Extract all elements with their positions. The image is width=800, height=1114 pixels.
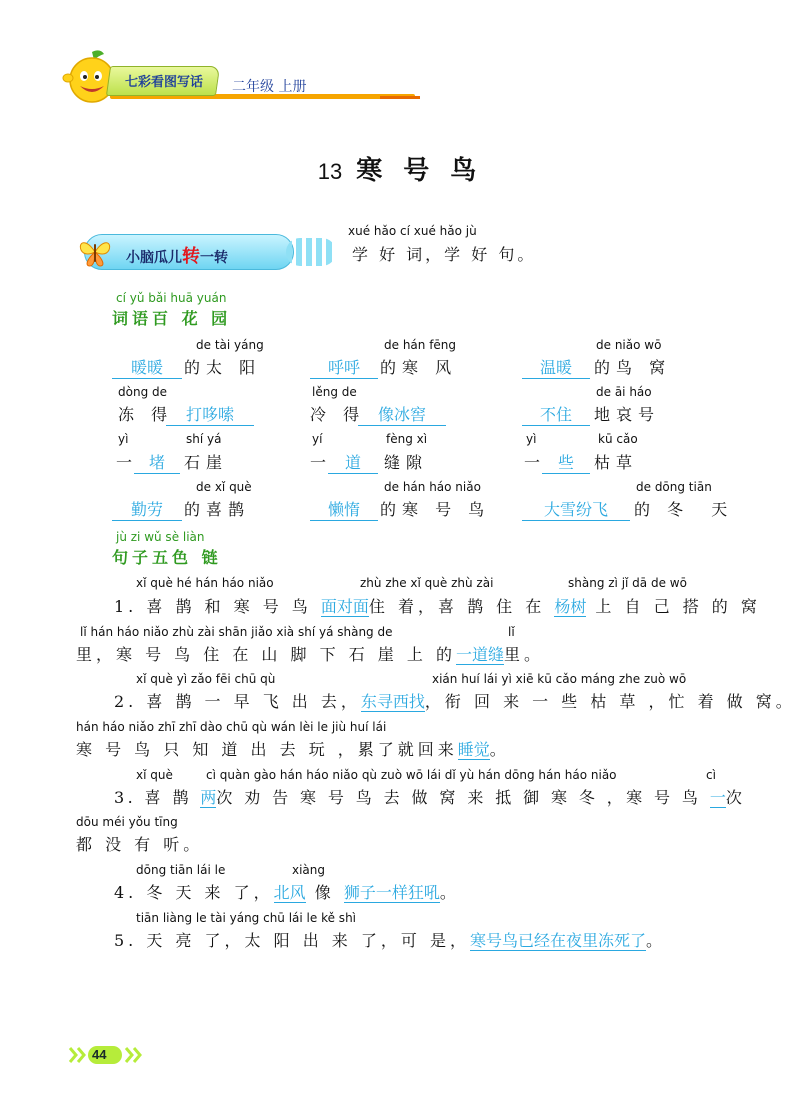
s2-pinyin-b: xián huí lái yì xiē kū cǎo máng zhe zuò wō (432, 672, 687, 686)
s5-answer-1: 寒号鸟已经在夜里冻死了 (469, 931, 646, 950)
r2c1-text: 冻 得 (118, 405, 174, 424)
s3-answer-1: 两 (200, 788, 217, 807)
r4c1-text: 的喜鹊 (184, 500, 251, 519)
banner-text-pre: 小脑瓜儿 (126, 250, 182, 266)
s3-text-b: 次 劝 告 寒 号 鸟 去 做 窝 来 抵 御 寒 冬 ，寒 号 鸟 (216, 788, 710, 807)
r4c3-answer: 大雪纷飞 (522, 497, 630, 521)
sentence-3-line-2: 都 没 有 听。 (76, 835, 204, 854)
r3c2-pre: 一 (310, 453, 333, 472)
s3-pinyin-a: xǐ què (136, 768, 173, 782)
r2c2-pinyin: lěng de (312, 385, 357, 399)
s1-text-a: 1. 喜 鹊 和 寒 号 鸟 (114, 597, 321, 616)
sentence-3-line-1 (114, 785, 745, 808)
s1-pinyin-a: xǐ què hé hán háo niǎo (136, 576, 274, 590)
r3c1-answer: 堵 (134, 450, 180, 474)
banner-text (126, 242, 228, 268)
section1-pinyin: cí yǔ bǎi huā yuán (116, 291, 227, 305)
r1c3-answer: 温暖 (522, 355, 590, 379)
s4-pinyin-a: dōng tiān lái le (136, 863, 226, 877)
s1-text-c: 上 自 己 搭 的 窝 (586, 597, 761, 616)
banner-stripes (286, 238, 336, 266)
s5-text-a: 5. 天 亮 了，太 阳 出 来 了，可 是， (114, 931, 470, 950)
s4-answer-1: 北风 (273, 883, 306, 902)
s1-text-d: 里，寒 号 鸟 住 在 山 脚 下 石 崖 上 的 (76, 645, 456, 664)
s5-pinyin-a: tiān liàng le tài yáng chū lái le kě shì (136, 911, 357, 925)
s3-text-a: 3. 喜 鹊 (114, 788, 201, 807)
s2-pinyin-c: hán háo niǎo zhī zhī dào chū qù wán lèi le jiù huí lái (76, 720, 387, 734)
s2-answer-1: 东寻西找 (360, 692, 425, 711)
r3c1-pinyin-b: shí yá (186, 432, 222, 446)
s3-text-c: 次 (725, 788, 746, 807)
r4c3-text: 的 冬 天 (634, 500, 734, 519)
s1-pinyin-e: lǐ (508, 625, 515, 639)
r1c2-pinyin: de hán fēng (384, 338, 457, 352)
s2-text-a: 2. 喜 鹊 一 早 飞 出 去， (114, 692, 361, 711)
banner-text-highlight: 转 (182, 246, 200, 267)
s5-text-b: 。 (645, 931, 666, 950)
r3c2-pinyin-b: fèng xì (386, 432, 428, 446)
r4c1-answer: 勤劳 (112, 497, 182, 521)
s1-pinyin-d: lǐ hán háo niǎo zhù zài shān jiǎo xià shí yá shàng de (80, 625, 393, 639)
sentence-1-line-2 (76, 642, 544, 665)
s2-text-b: ，衔 回 来 一 些 枯 草 ，忙 着 做 窝。 (424, 692, 796, 711)
banner-hanzi: 学 好 词，学 好 句。 (352, 245, 537, 264)
s1-pinyin-c: shàng zì jǐ dā de wō (568, 576, 687, 590)
r4c2-text: 的寒 号 鸟 (380, 500, 491, 519)
r4c1-pinyin: de xǐ què (196, 480, 252, 494)
r1c1-text: 的太 阳 (184, 358, 262, 377)
r3c2-text: 缝隙 (384, 453, 429, 472)
banner-pinyin: xué hǎo cí xué hǎo jù (348, 224, 477, 238)
butterfly-icon (78, 236, 112, 268)
r2c3-pinyin: de āi háo (596, 385, 652, 399)
r3c1-pre: 一 (116, 453, 139, 472)
r1c1-answer: 暖暖 (112, 355, 182, 379)
s3-answer-2: 一 (709, 788, 726, 807)
r3c2-answer: 道 (328, 450, 378, 474)
lesson-title (0, 150, 800, 187)
s3-pinyin-b: cì quàn gào hán háo niǎo qù zuò wō lái dǐ yù hán dōng hán háo niǎo (206, 768, 617, 782)
s4-pinyin-b: xiàng (292, 863, 326, 877)
r2c2-answer: 像冰窖 (358, 402, 446, 426)
s2-text-d: 。 (489, 740, 510, 759)
r3c3-pre: 一 (524, 453, 547, 472)
r2c3-answer: 不住 (522, 402, 590, 426)
s2-text-c: 寒 号 鸟 只 知 道 出 去 玩 ，累了就回来 (76, 740, 458, 759)
lesson-number: 13 (317, 159, 343, 184)
r1c1-pinyin: de tài yáng (196, 338, 264, 352)
r2c2-text: 冷 得 (310, 405, 366, 424)
sentence-4-line-1 (114, 880, 460, 903)
banner-text-post: 一转 (200, 250, 228, 266)
r2c1-answer: 打哆嗦 (166, 402, 254, 426)
s2-answer-2: 睡觉 (457, 740, 490, 759)
r3c1-text: 石崖 (184, 453, 229, 472)
s1-text-e: 里。 (503, 645, 544, 664)
section2-title: 句子五色 链 (112, 548, 222, 567)
s3-pinyin-c: cì (706, 768, 716, 782)
r1c3-text: 的鸟 窝 (594, 358, 672, 377)
r2c3-text: 地哀号 (594, 405, 661, 424)
r3c1-pinyin-a: yì (118, 432, 129, 446)
page-number: 44 (92, 1047, 107, 1062)
sentence-5-line-1 (114, 928, 666, 951)
grade-label: 二年级 上册 (232, 79, 307, 95)
s1-answer-1: 面对面 (320, 597, 369, 616)
section-banner (76, 232, 334, 272)
r3c3-pinyin-b: kū cǎo (598, 432, 638, 446)
s1-answer-2: 杨树 (554, 597, 587, 616)
section1-title: 词语百 花 园 (112, 309, 232, 328)
page-number-badge (68, 1044, 148, 1066)
section2-pinyin: jù zi wǔ sè liàn (116, 530, 205, 544)
r1c2-text: 的寒 风 (380, 358, 458, 377)
s2-pinyin-a: xǐ què yì zǎo fēi chū qù (136, 672, 276, 686)
sentence-2-line-1 (114, 689, 796, 712)
lesson-name: 寒 号 鸟 (356, 156, 483, 186)
s1-pinyin-b: zhù zhe xǐ què zhù zài (360, 576, 494, 590)
r4c2-answer: 懒惰 (310, 497, 378, 521)
r1c2-answer: 呼呼 (310, 355, 378, 379)
r3c3-pinyin-a: yì (526, 432, 537, 446)
r3c3-answer: 些 (542, 450, 590, 474)
s3-pinyin-d: dōu méi yǒu tīng (76, 815, 178, 829)
r3c3-text: 枯草 (594, 453, 639, 472)
r1c3-pinyin: de niǎo wō (596, 338, 662, 352)
r4c2-pinyin: de hán háo niǎo (384, 480, 481, 494)
s4-answer-2: 狮子一样狂吼 (343, 883, 440, 902)
s4-text-b: 像 (305, 883, 344, 902)
s1-text-b: 住 着，喜 鹊 住 在 (368, 597, 555, 616)
header-rule-accent (380, 96, 420, 99)
sentence-2-line-2 (76, 737, 510, 760)
r4c3-pinyin: de dōng tiān (636, 480, 712, 494)
s4-text-c: 。 (439, 883, 460, 902)
page-header (0, 0, 800, 110)
sentence-1-line-1 (114, 594, 761, 617)
r3c2-pinyin-a: yí (312, 432, 323, 446)
s1-answer-3: 一道缝 (455, 645, 504, 664)
book-title: 七彩看图写话 (124, 75, 203, 90)
r2c1-pinyin: dòng de (118, 385, 167, 399)
s4-text-a: 4. 冬 天 来 了， (114, 883, 274, 902)
